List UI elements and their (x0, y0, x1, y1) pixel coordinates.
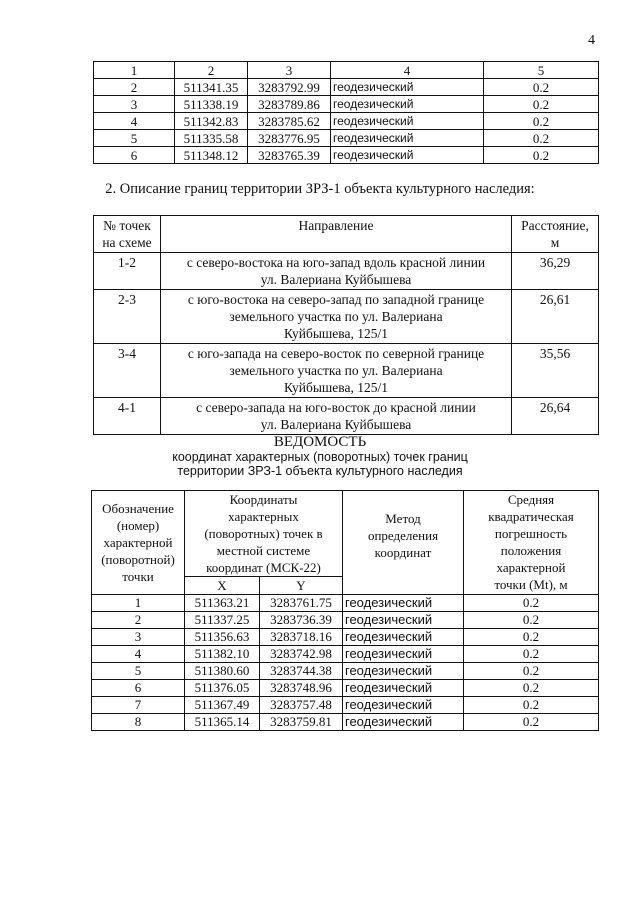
method-header (343, 491, 464, 595)
point-pair: 3-4 (94, 344, 161, 398)
coord-y: 3283789.86 (248, 96, 331, 113)
header-line: определения (367, 528, 439, 543)
coord-x: 511342.83 (175, 113, 248, 130)
method: геодезический (331, 113, 484, 130)
coord-x: 511365.14 (185, 714, 260, 731)
direction-text (161, 290, 512, 344)
method: геодезический (343, 646, 464, 663)
direction-line: с северо-востока на юго-запад вдоль красной линии (186, 255, 486, 270)
method: геодезический (343, 697, 464, 714)
table-row (92, 646, 599, 663)
table-row (94, 147, 599, 164)
direction-line: с северо-запада на юго-восток до красной линии (196, 400, 476, 415)
method: геодезический (343, 714, 464, 731)
point-number: 3 (92, 629, 185, 646)
points-header-line: на схеме (102, 235, 152, 250)
coordinates-header (185, 491, 343, 577)
coord-y: 3283776.95 (248, 130, 331, 147)
direction-line: Куйбышева, 125/1 (284, 326, 388, 341)
coord-x: 511335.58 (175, 130, 248, 147)
point-pair: 2-3 (94, 290, 161, 344)
error-value: 0.2 (464, 714, 599, 731)
method: геодезический (331, 130, 484, 147)
distance-value: 26,64 (512, 398, 599, 435)
header-line: (поворотных) точек в (204, 526, 323, 541)
column-number: 3 (248, 62, 331, 79)
coord-y: 3283736.39 (260, 612, 343, 629)
table-row (94, 113, 599, 130)
direction-header: Направление (161, 216, 512, 253)
direction-line: с юго-запада на северо-восток по северной границе (187, 346, 485, 361)
distance-value: 26,61 (512, 290, 599, 344)
header-line: точки (122, 569, 154, 584)
header-line: (поворотной) (101, 552, 175, 567)
point-number: 7 (92, 697, 185, 714)
table-row (94, 290, 599, 344)
point-number: 1 (92, 595, 185, 612)
method: геодезический (343, 680, 464, 697)
point-number: 6 (94, 147, 175, 164)
table-header-row (94, 216, 599, 253)
y-header: Y (260, 577, 343, 595)
coord-x: 511376.05 (185, 680, 260, 697)
error-value: 0.2 (484, 96, 599, 113)
method: геодезический (343, 629, 464, 646)
direction-line: с юго-востока на северо-запад по западной границе (187, 292, 485, 307)
table-row (92, 680, 599, 697)
direction-text (161, 253, 512, 290)
method: геодезический (343, 595, 464, 612)
header-line: местной системе (216, 543, 311, 558)
point-number: 3 (94, 96, 175, 113)
direction-line: ул. Валериана Куйбышева (260, 417, 412, 432)
method: геодезический (331, 147, 484, 164)
coord-y: 3283744.38 (260, 663, 343, 680)
column-number: 5 (484, 62, 599, 79)
error-value: 0.2 (464, 629, 599, 646)
table-row (92, 629, 599, 646)
table-row (92, 697, 599, 714)
header-line: координат (374, 545, 432, 560)
coord-y: 3283718.16 (260, 629, 343, 646)
coord-y: 3283785.62 (248, 113, 331, 130)
coordinates-table-continued (93, 61, 599, 164)
coord-x: 511367.49 (185, 697, 260, 714)
distance-value: 36,29 (512, 253, 599, 290)
page-number: 4 (588, 33, 595, 48)
point-pair: 4-1 (94, 398, 161, 435)
direction-text (161, 344, 512, 398)
coord-x: 511348.12 (175, 147, 248, 164)
points-header (94, 216, 161, 253)
column-number: 2 (175, 62, 248, 79)
coordinates-statement-table (91, 490, 599, 731)
table-header-row (94, 62, 599, 79)
distance-header (512, 216, 599, 253)
coord-x: 511337.25 (185, 612, 260, 629)
point-number: 2 (92, 612, 185, 629)
method: геодезический (331, 79, 484, 96)
coord-y: 3283759.81 (260, 714, 343, 731)
point-number: 5 (94, 130, 175, 147)
error-value: 0.2 (464, 680, 599, 697)
header-line: положения (500, 543, 562, 558)
table-row (92, 663, 599, 680)
direction-line: ул. Валериана Куйбышева (260, 272, 412, 287)
section-heading: 2. Описание границ территории ЗРЗ-1 объекта культурного наследия: (105, 181, 535, 197)
header-line: Средняя (507, 492, 555, 507)
error-value: 0.2 (464, 663, 599, 680)
point-number: 4 (92, 646, 185, 663)
boundary-description-table (93, 215, 599, 435)
vedomost-title-block (0, 434, 640, 478)
table-header-row (92, 491, 599, 577)
direction-line: Куйбышева, 125/1 (284, 380, 388, 395)
points-header-line: № точек (103, 218, 151, 233)
table-row (92, 714, 599, 731)
coord-x: 511338.19 (175, 96, 248, 113)
vedomost-subtitle: координат характерных (поворотных) точек границ (172, 450, 468, 464)
method: геодезический (331, 96, 484, 113)
point-number: 5 (92, 663, 185, 680)
direction-line: земельного участка по ул. Валериана (229, 363, 443, 378)
header-line: характерной (496, 560, 566, 575)
header-line: Метод (385, 511, 421, 526)
error-value: 0.2 (484, 147, 599, 164)
table-row (94, 130, 599, 147)
coord-y: 3283761.75 (260, 595, 343, 612)
coord-x: 511356.63 (185, 629, 260, 646)
error-value: 0.2 (464, 612, 599, 629)
coord-x: 511380.60 (185, 663, 260, 680)
error-value: 0.2 (464, 697, 599, 714)
error-value: 0.2 (464, 646, 599, 663)
distance-header-line: м (550, 235, 560, 250)
x-header: X (185, 577, 260, 595)
coord-y: 3283792.99 (248, 79, 331, 96)
point-number: 8 (92, 714, 185, 731)
point-number: 2 (94, 79, 175, 96)
point-id-header (92, 491, 185, 595)
column-number: 4 (331, 62, 484, 79)
mean-error-header (464, 491, 599, 595)
table-row (94, 253, 599, 290)
coord-y: 3283765.39 (248, 147, 331, 164)
coord-y: 3283757.48 (260, 697, 343, 714)
point-number: 6 (92, 680, 185, 697)
coord-y: 3283742.98 (260, 646, 343, 663)
header-line: Координаты (229, 492, 298, 507)
header-line: координат (МСК-22) (206, 560, 321, 575)
direction-text (161, 398, 512, 435)
header-line: характерных (228, 509, 299, 524)
header-line: (номер) (116, 518, 160, 533)
coord-x: 511341.35 (175, 79, 248, 96)
error-value: 0.2 (484, 79, 599, 96)
header-line: погрешность (494, 526, 568, 541)
vedomost-subtitle: территории ЗРЗ-1 объекта культурного наследия (177, 464, 463, 478)
coord-y: 3283748.96 (260, 680, 343, 697)
distance-header-line: Расстояние, (521, 218, 589, 233)
table-row (92, 612, 599, 629)
table-row (94, 79, 599, 96)
header-line: точки (Mt), м (494, 577, 568, 592)
coord-x: 511363.21 (185, 595, 260, 612)
header-line: Обозначение (102, 501, 174, 516)
table-row (94, 344, 599, 398)
header-line: квадратическая (488, 509, 574, 524)
method: геодезический (343, 612, 464, 629)
error-value: 0.2 (484, 130, 599, 147)
table-row (94, 96, 599, 113)
header-line: характерной (103, 535, 173, 550)
point-pair: 1-2 (94, 253, 161, 290)
table-row (94, 398, 599, 435)
point-number: 4 (94, 113, 175, 130)
table-row (92, 595, 599, 612)
error-value: 0.2 (484, 113, 599, 130)
column-number: 1 (94, 62, 175, 79)
method: геодезический (343, 663, 464, 680)
error-value: 0.2 (464, 595, 599, 612)
coord-x: 511382.10 (185, 646, 260, 663)
direction-line: земельного участка по ул. Валериана (229, 309, 443, 324)
distance-value: 35,56 (512, 344, 599, 398)
vedomost-title: ВЕДОМОСТЬ (273, 434, 367, 450)
